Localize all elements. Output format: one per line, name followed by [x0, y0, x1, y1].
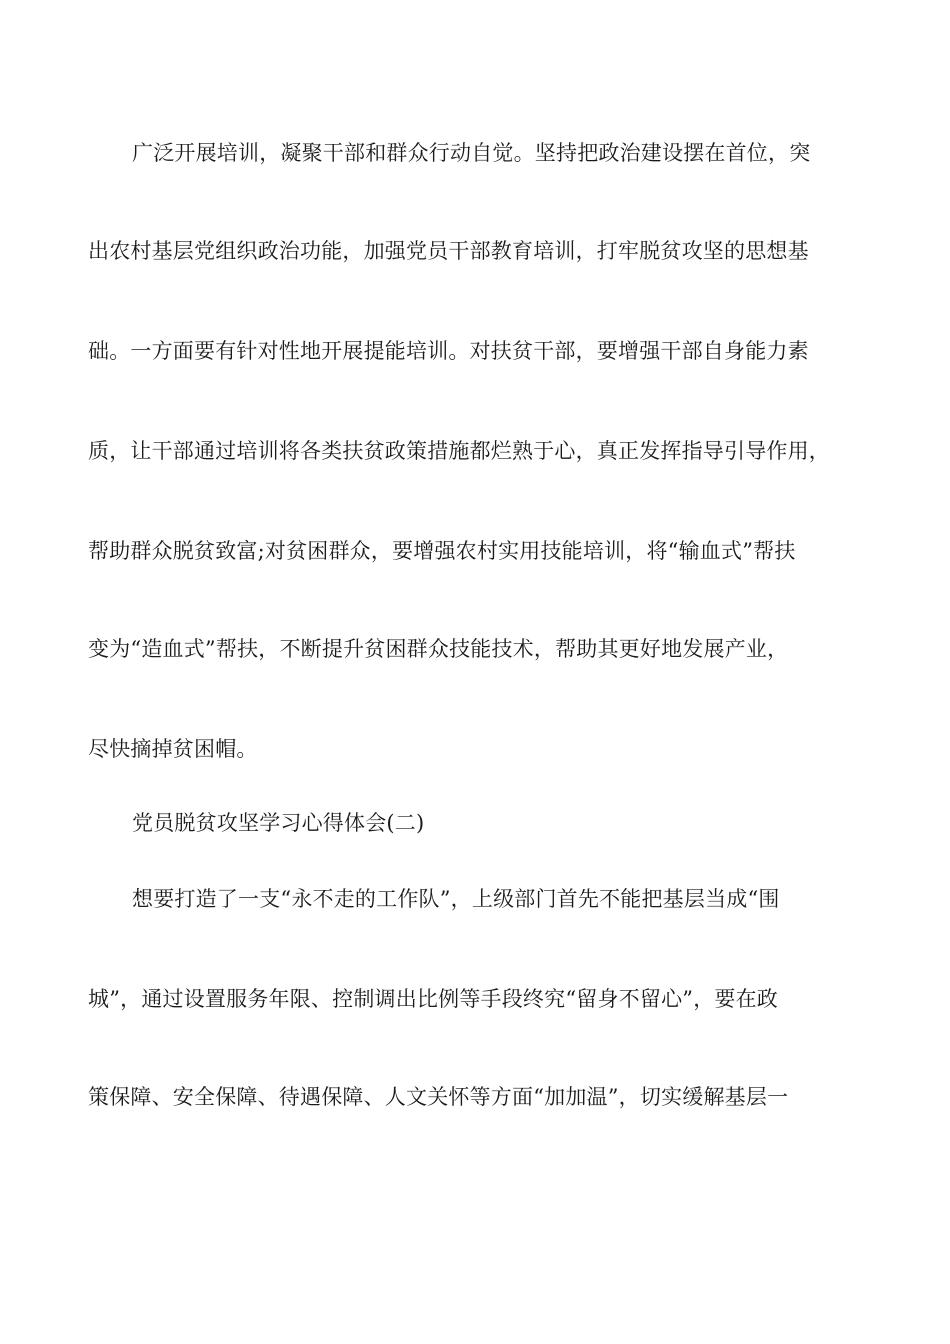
paragraph-1-line-4: 质，让干部通过培训将各类扶贫政策措施都烂熟于心，真正发挥指导引导作用， — [88, 439, 830, 463]
paragraph-1-line-7: 尽快摘掉贫困帽。 — [88, 737, 258, 761]
paragraph-1-line-3: 础。一方面要有针对性地开展提能培训。对扶贫干部，要增强干部自身能力素 — [88, 339, 809, 363]
paragraph-2-line-3: 策保障、安全保障、待遇保障、人文关怀等方面“加加温”，切实缓解基层一 — [88, 1085, 789, 1109]
paragraph-2-line-1: 想要打造了一支“永不走的工作队”，上级部门首先不能把基层当成“围 — [132, 887, 780, 911]
paragraph-1-line-5: 帮助群众脱贫致富;对贫困群众，要增强农村实用技能培训，将“输血式”帮扶 — [88, 539, 796, 563]
paragraph-1-line-1: 广泛开展培训，凝聚干部和群众行动自觉。坚持把政治建设摆在首位，突 — [132, 141, 811, 165]
paragraph-1-line-2: 出农村基层党组织政治功能，加强党员干部教育培训，打牢脱贫攻坚的思想基 — [88, 239, 809, 263]
paragraph-1-line-6: 变为“造血式”帮扶，不断提升贫困群众技能技术，帮助其更好地发展产业， — [88, 637, 789, 661]
section-heading: 党员脱贫攻坚学习心得体会(二) — [132, 811, 425, 835]
paragraph-2-line-2: 城”，通过设置服务年限、控制调出比例等手段终究“留身不留心”，要在政 — [88, 987, 779, 1011]
